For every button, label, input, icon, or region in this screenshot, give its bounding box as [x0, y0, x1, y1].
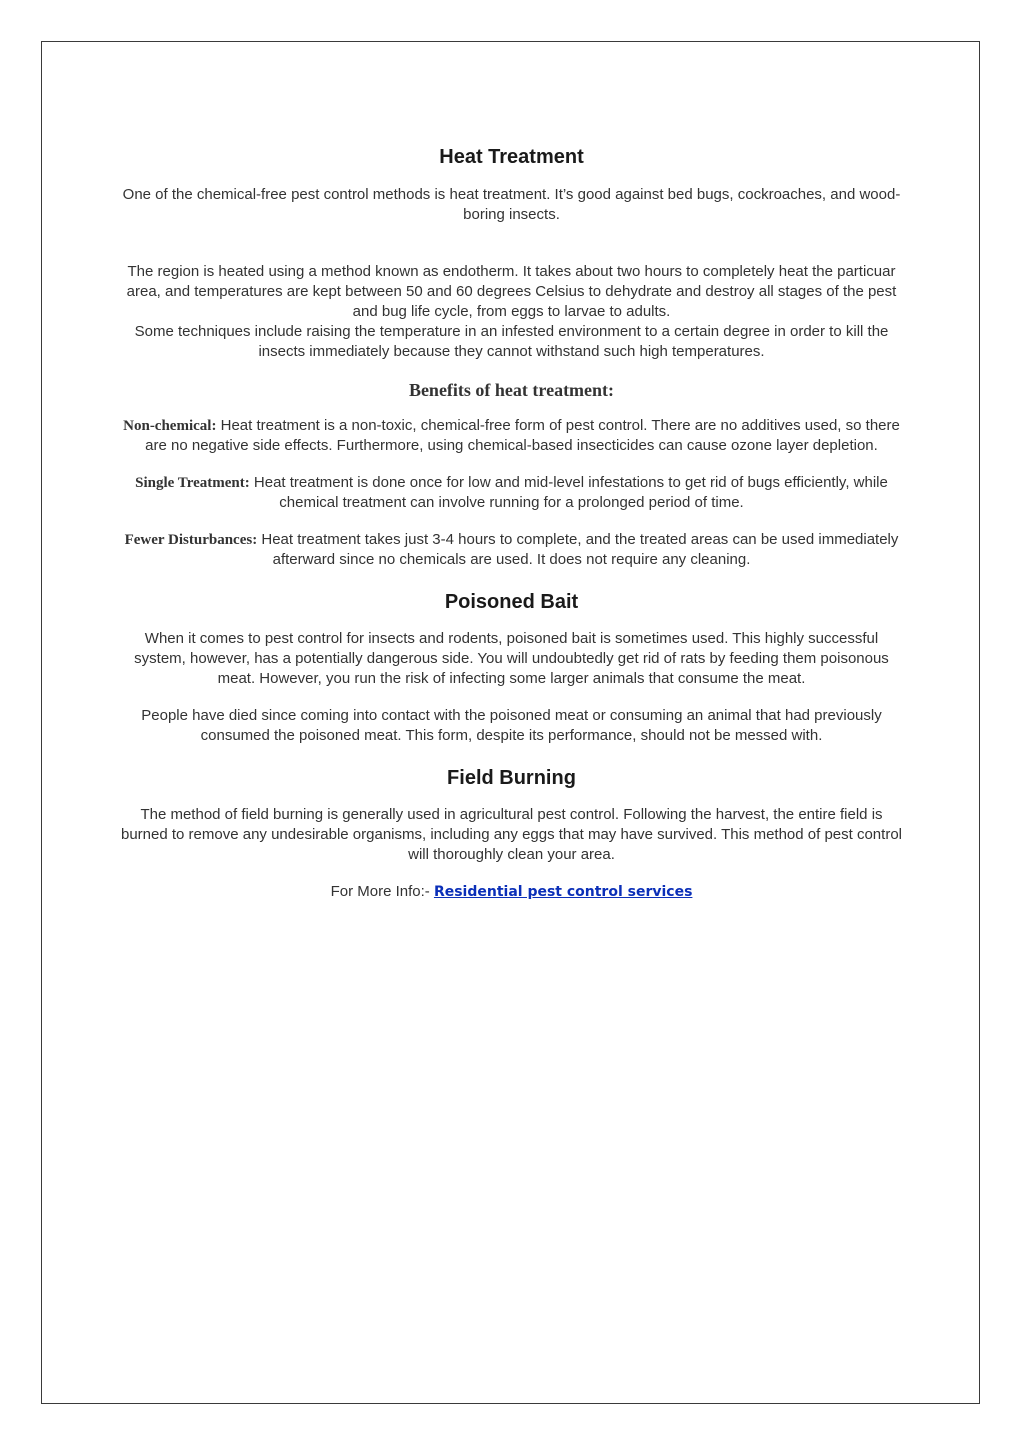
- heat-treatment-intro: One of the chemical-free pest control methods is heat treatment. It’s good against bed bugs, cockroaches, and wood-boring insects.: [122, 186, 901, 223]
- field-burning-paragraph: The method of field burning is generally used in agricultural pest control. Following the harvest, the entire field is burned to remove any undesirable organisms, including any eggs that may have survived. This method of pest control will thoroughly clean your area.: [121, 806, 902, 863]
- heading-benefits: Benefits of heat treatment:: [408, 380, 615, 400]
- benefit-text: Heat treatment takes just 3-4 hours to complete, and the treated areas can be used immediately afterward since no chemicals are used. It does not require any cleaning.: [261, 531, 899, 568]
- residential-pest-control-link[interactable]: Residential pest control services: [433, 884, 693, 900]
- benefit-term: Single Treatment:: [135, 475, 250, 491]
- poisoned-bait-paragraph-2: People have died since coming into contact with the poisoned meat or consuming an animal that had previously consumed the poisoned meat. This form, despite its performance, should not be messed with.: [141, 707, 882, 744]
- benefit-term: Fewer Disturbances:: [124, 532, 258, 548]
- benefit-text: Heat treatment is done once for low and mid-level infestations to get rid of bugs efficiently, while chemical treatment can involve running for a prolonged period of time.: [253, 474, 888, 511]
- heat-treatment-paragraph-2: Some techniques include raising the temperature in an infested environment to a certain degree in order to kill the insects immediately because they cannot withstand such high temperatures.: [134, 323, 889, 360]
- document-body: [120, 140, 903, 902]
- more-info-line: [120, 882, 903, 902]
- more-info-label: For More Info:-: [330, 883, 434, 900]
- heading-field-burning: Field Burning: [447, 767, 576, 789]
- benefit-term: Non-chemical:: [123, 418, 217, 434]
- heading-heat-treatment: Heat Treatment: [439, 146, 584, 168]
- heat-treatment-paragraph-1: The region is heated using a method known as endotherm. It takes about two hours to completely heat the particuar area, and temperatures are kept between 50 and 60 degrees Celsius to dehydrate and destroy all stages of the pest and bug life cycle, from eggs to larvae to adults.: [126, 263, 897, 320]
- benefit-item-fewer-disturbances: [120, 530, 903, 570]
- poisoned-bait-paragraph-1: When it comes to pest control for insects and rodents, poisoned bait is sometimes used. This highly successful system, however, has a potentially dangerous side. You will undoubtedly get rid of rats by feeding them poisonous meat. However, you run the risk of infecting some larger animals that consume the meat.: [134, 630, 889, 687]
- benefit-item-non-chemical: [120, 416, 903, 456]
- heading-poisoned-bait: Poisoned Bait: [444, 591, 579, 613]
- benefit-item-single-treatment: [120, 473, 903, 513]
- benefit-text: Heat treatment is a non-toxic, chemical-free form of pest control. There are no additives used, so there are no negative side effects. Furthermore, using chemical-based insecticides can cause ozone layer depletion.: [145, 417, 900, 454]
